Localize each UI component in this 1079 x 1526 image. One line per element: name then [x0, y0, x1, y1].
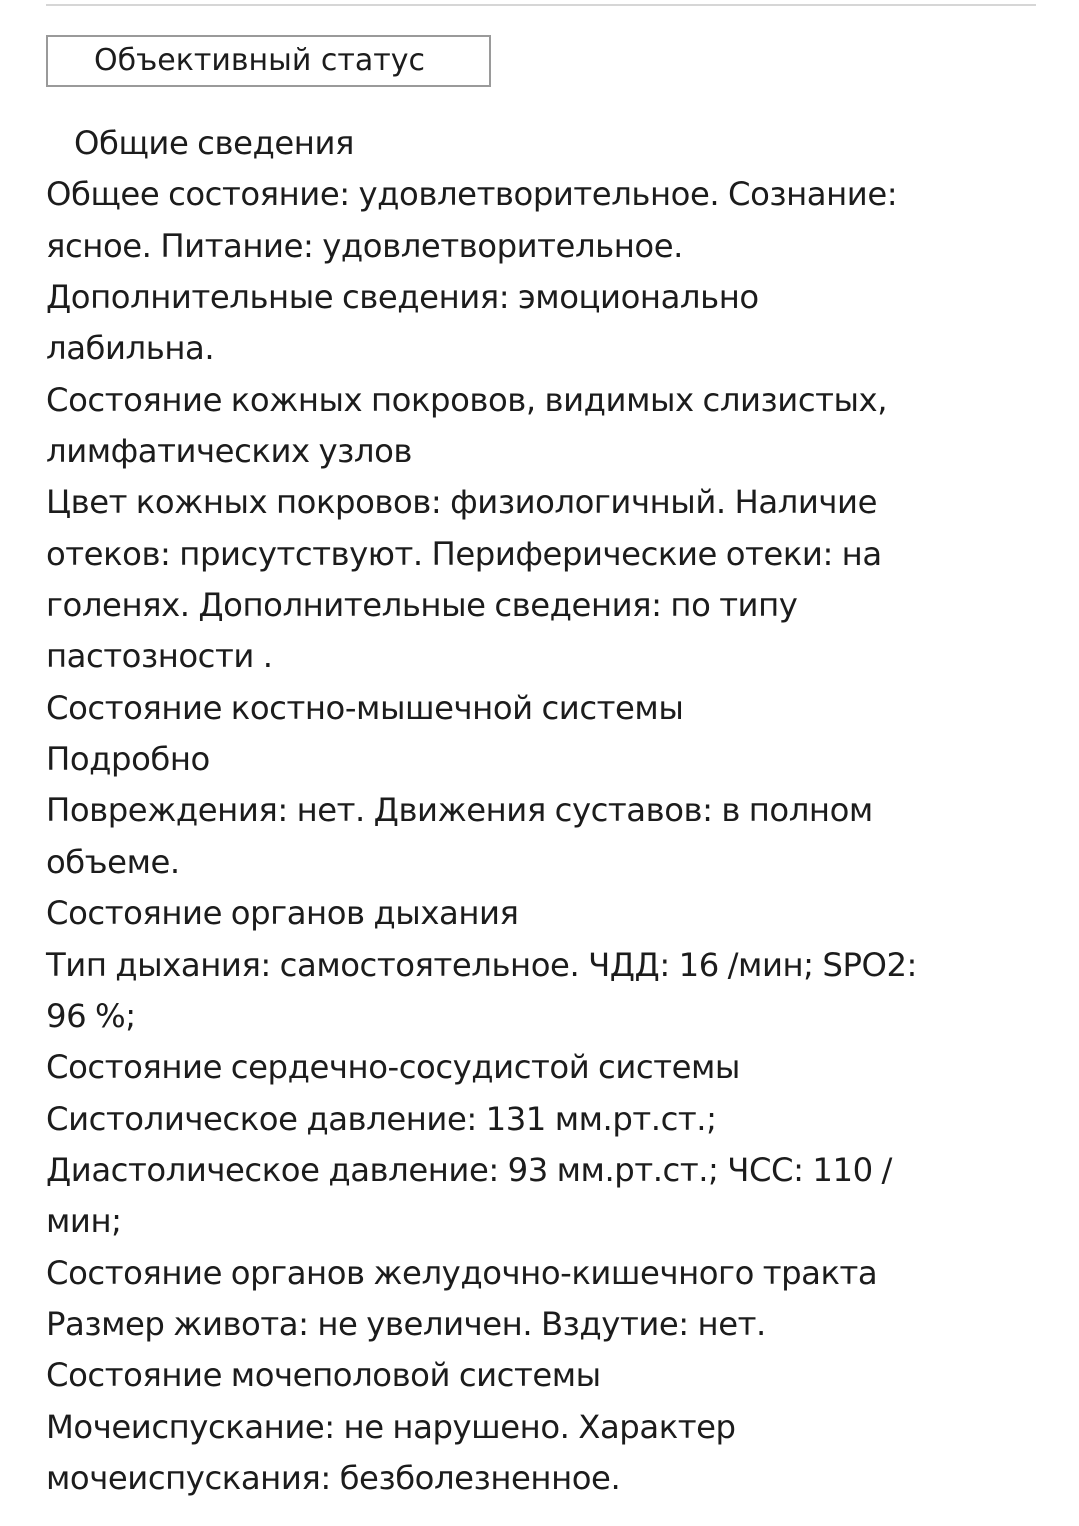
musculoskeletal-heading: Состояние костно-мышечной системы: [46, 688, 684, 727]
cardiovascular-details-line-1: Систолическое давление: 131 мм.рт.ст.;: [46, 1099, 717, 1138]
general-additional-line-2: лабильна.: [46, 329, 215, 368]
general-state-line-1: Общее состояние: удовлетворительное. Сознание:: [46, 175, 898, 214]
general-additional-line-1: Дополнительные сведения: эмоционально: [46, 278, 759, 317]
musculoskeletal-subheading: Подробно: [46, 740, 210, 779]
skin-details-line-4: пастозности .: [46, 637, 273, 676]
musculoskeletal-details-line-1: Повреждения: нет. Движения суставов: в полном: [46, 791, 873, 830]
genitourinary-heading: Состояние мочеполовой системы: [46, 1356, 601, 1395]
respiratory-heading: Состояние органов дыхания: [46, 894, 519, 933]
skin-details-line-1: Цвет кожных покровов: физиологичный. Наличие: [46, 483, 877, 522]
gastrointestinal-heading: Состояние органов желудочно-кишечного тракта: [46, 1253, 878, 1292]
cardiovascular-details-line-2: Диастолическое давление: 93 мм.рт.ст.; ЧСС: 110 /: [46, 1150, 892, 1189]
skin-details-line-2: отеков: присутствуют. Периферические отеки: на: [46, 534, 882, 573]
top-divider: [46, 4, 1036, 6]
objective-status-content: [46, 118, 1046, 1504]
skin-section-heading-1: Состояние кожных покровов, видимых слизистых,: [46, 380, 888, 419]
genitourinary-details-line-1: Мочеиспускание: не нарушено. Характер: [46, 1407, 736, 1446]
section-tab-objective-status[interactable]: [46, 35, 491, 87]
genitourinary-details-line-2: мочеиспускания: безболезненное.: [46, 1458, 621, 1497]
cardiovascular-details-line-3: мин;: [46, 1202, 122, 1241]
cardiovascular-heading: Состояние сердечно-сосудистой системы: [46, 1048, 740, 1087]
respiratory-details-line-2: 96 %;: [46, 996, 136, 1035]
general-info-heading: Общие сведения: [74, 124, 354, 162]
skin-section-heading-2: лимфатических узлов: [46, 432, 412, 471]
section-tab-label: Объективный статус: [94, 43, 425, 78]
gastrointestinal-details: Размер живота: не увеличен. Вздутие: нет.: [46, 1304, 766, 1343]
respiratory-details-line-1: Тип дыхания: самостоятельное. ЧДД: 16 /мин; SPO2:: [46, 945, 917, 984]
musculoskeletal-details-line-2: объеме.: [46, 842, 180, 881]
general-state-line-2: ясное. Питание: удовлетворительное.: [46, 226, 683, 265]
skin-details-line-3: голенях. Дополнительные сведения: по типу: [46, 586, 798, 625]
